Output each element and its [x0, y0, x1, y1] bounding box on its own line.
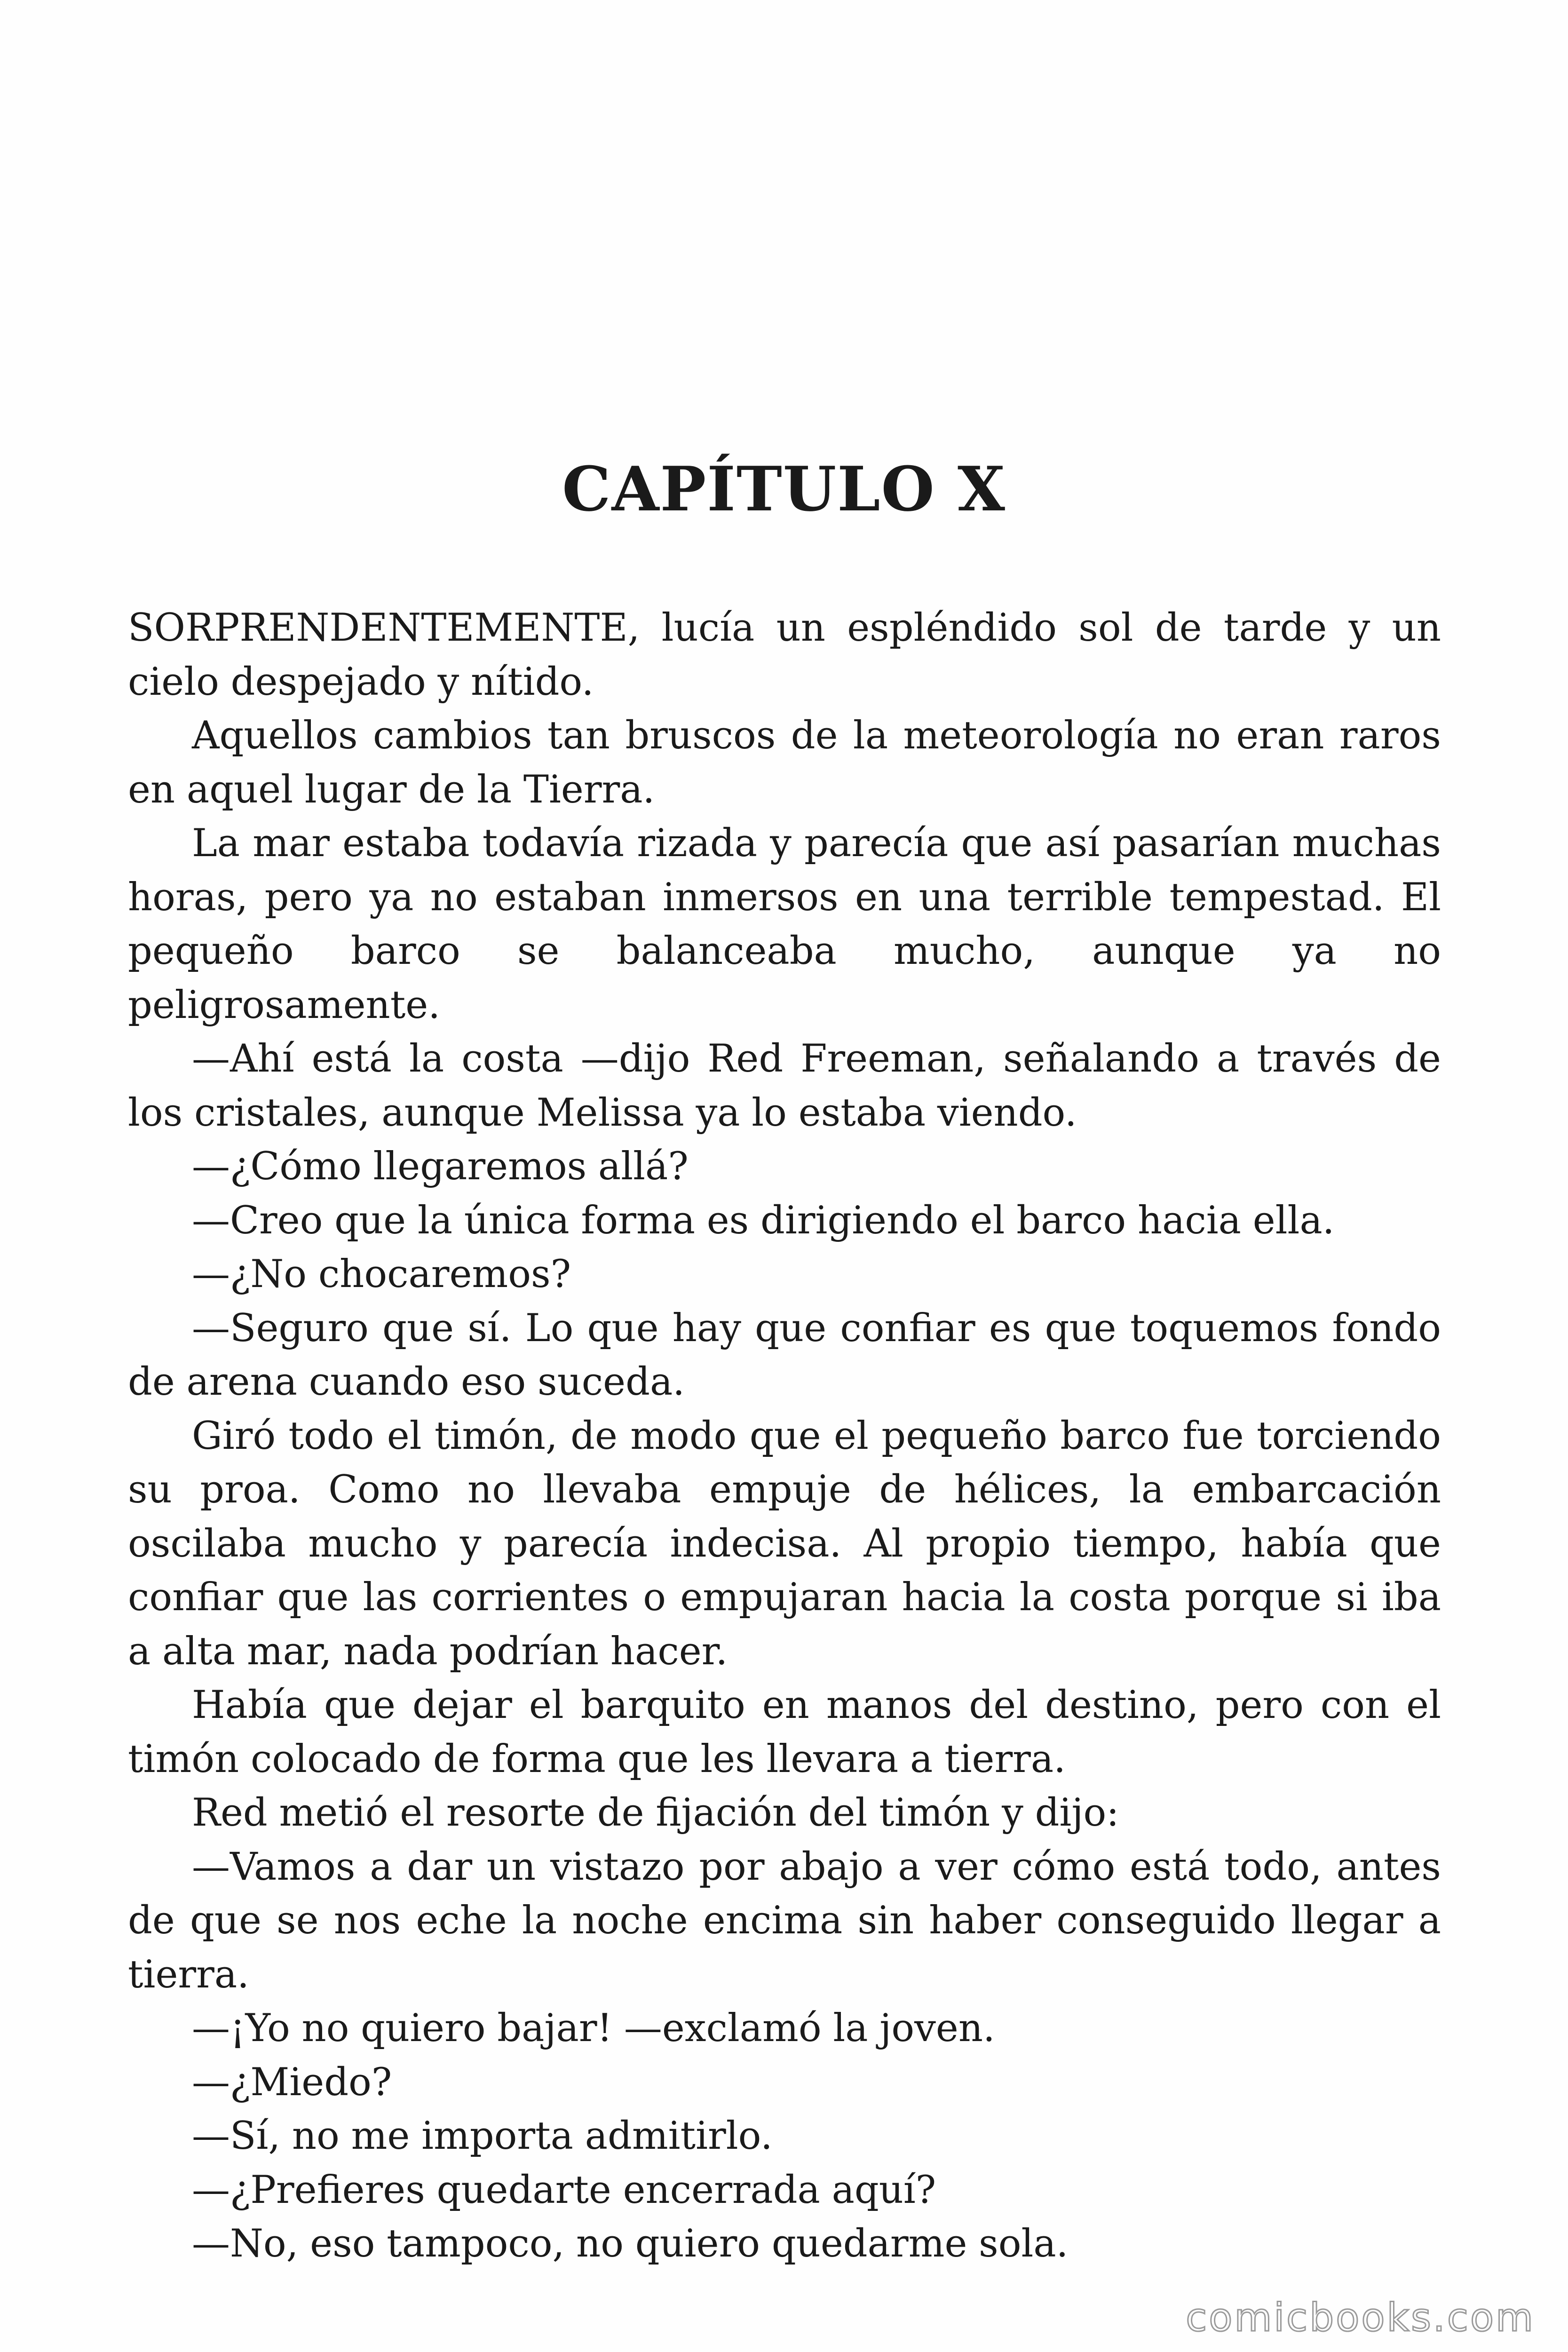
dialogue-line: —No, eso tampoco, no quiero quedarme sola. [192, 2222, 1069, 2266]
dialogue-line: —¿Prefieres quedarte encerrada aquí? [192, 2168, 936, 2212]
paragraph: La mar estaba todavía rizada y parecía que así pasarían muchas horas, pero ya no estaban inmersos en una terrible tempestad. El pequeño barco se balanceaba mucho, aunque ya no peligrosamente. [128, 821, 1441, 1027]
dialogue-line: —Seguro que sí. Lo que hay que confiar es que toquemos fondo de arena cuando eso suceda. [128, 1306, 1441, 1404]
dialogue-line: —Creo que la única forma es dirigiendo el barco hacia ella. [192, 1198, 1335, 1243]
paragraph: Aquellos cambios tan bruscos de la meteorología no eran raros en aquel lugar de la Tierra. [128, 714, 1441, 812]
dialogue-line: —Ahí está la costa —dijo Red Freeman, señalando a través de los cristales, aunque Melissa ya lo estaba viendo. [128, 1037, 1441, 1135]
chapter-title: CAPÍTULO X [562, 453, 1006, 525]
dialogue-line: —¿Cómo llegaremos allá? [192, 1144, 689, 1189]
paragraph: SORPRENDENTEMENTE, lucía un espléndido sol de tarde y un cielo despejado y nítido. [128, 606, 1441, 704]
paragraph: Red metió el resorte de fijación del timón y dijo: [192, 1791, 1119, 1835]
dialogue-line: —Vamos a dar un vistazo por abajo a ver cómo está todo, antes de que se nos eche la noche encima sin haber conseguido llegar a tierra. [128, 1844, 1441, 1997]
dialogue-line: —¡Yo no quiero bajar! —exclamó la joven. [192, 2006, 995, 2050]
paragraph: Había que dejar el barquito en manos del destino, pero con el timón colocado de forma que les llevara a tierra. [128, 1683, 1441, 1781]
chapter-body [128, 601, 1441, 2271]
dialogue-line: —¿Miedo? [192, 2060, 392, 2105]
dialogue-line: —Sí, no me importa admitirlo. [192, 2114, 773, 2158]
dialogue-line: —¿No chocaremos? [192, 1252, 571, 1296]
watermark: comicbooks.com [1186, 2296, 1535, 2340]
paragraph: Giró todo el timón, de modo que el pequeño barco fue torciendo su proa. Como no llevaba empuje de hélices, la embarcación oscilaba mucho y parecía indecisa. Al propio tiempo, había que confiar que las corrientes o empujaran hacia la costa porque si iba a alta mar, nada podrían hacer. [128, 1414, 1441, 1674]
